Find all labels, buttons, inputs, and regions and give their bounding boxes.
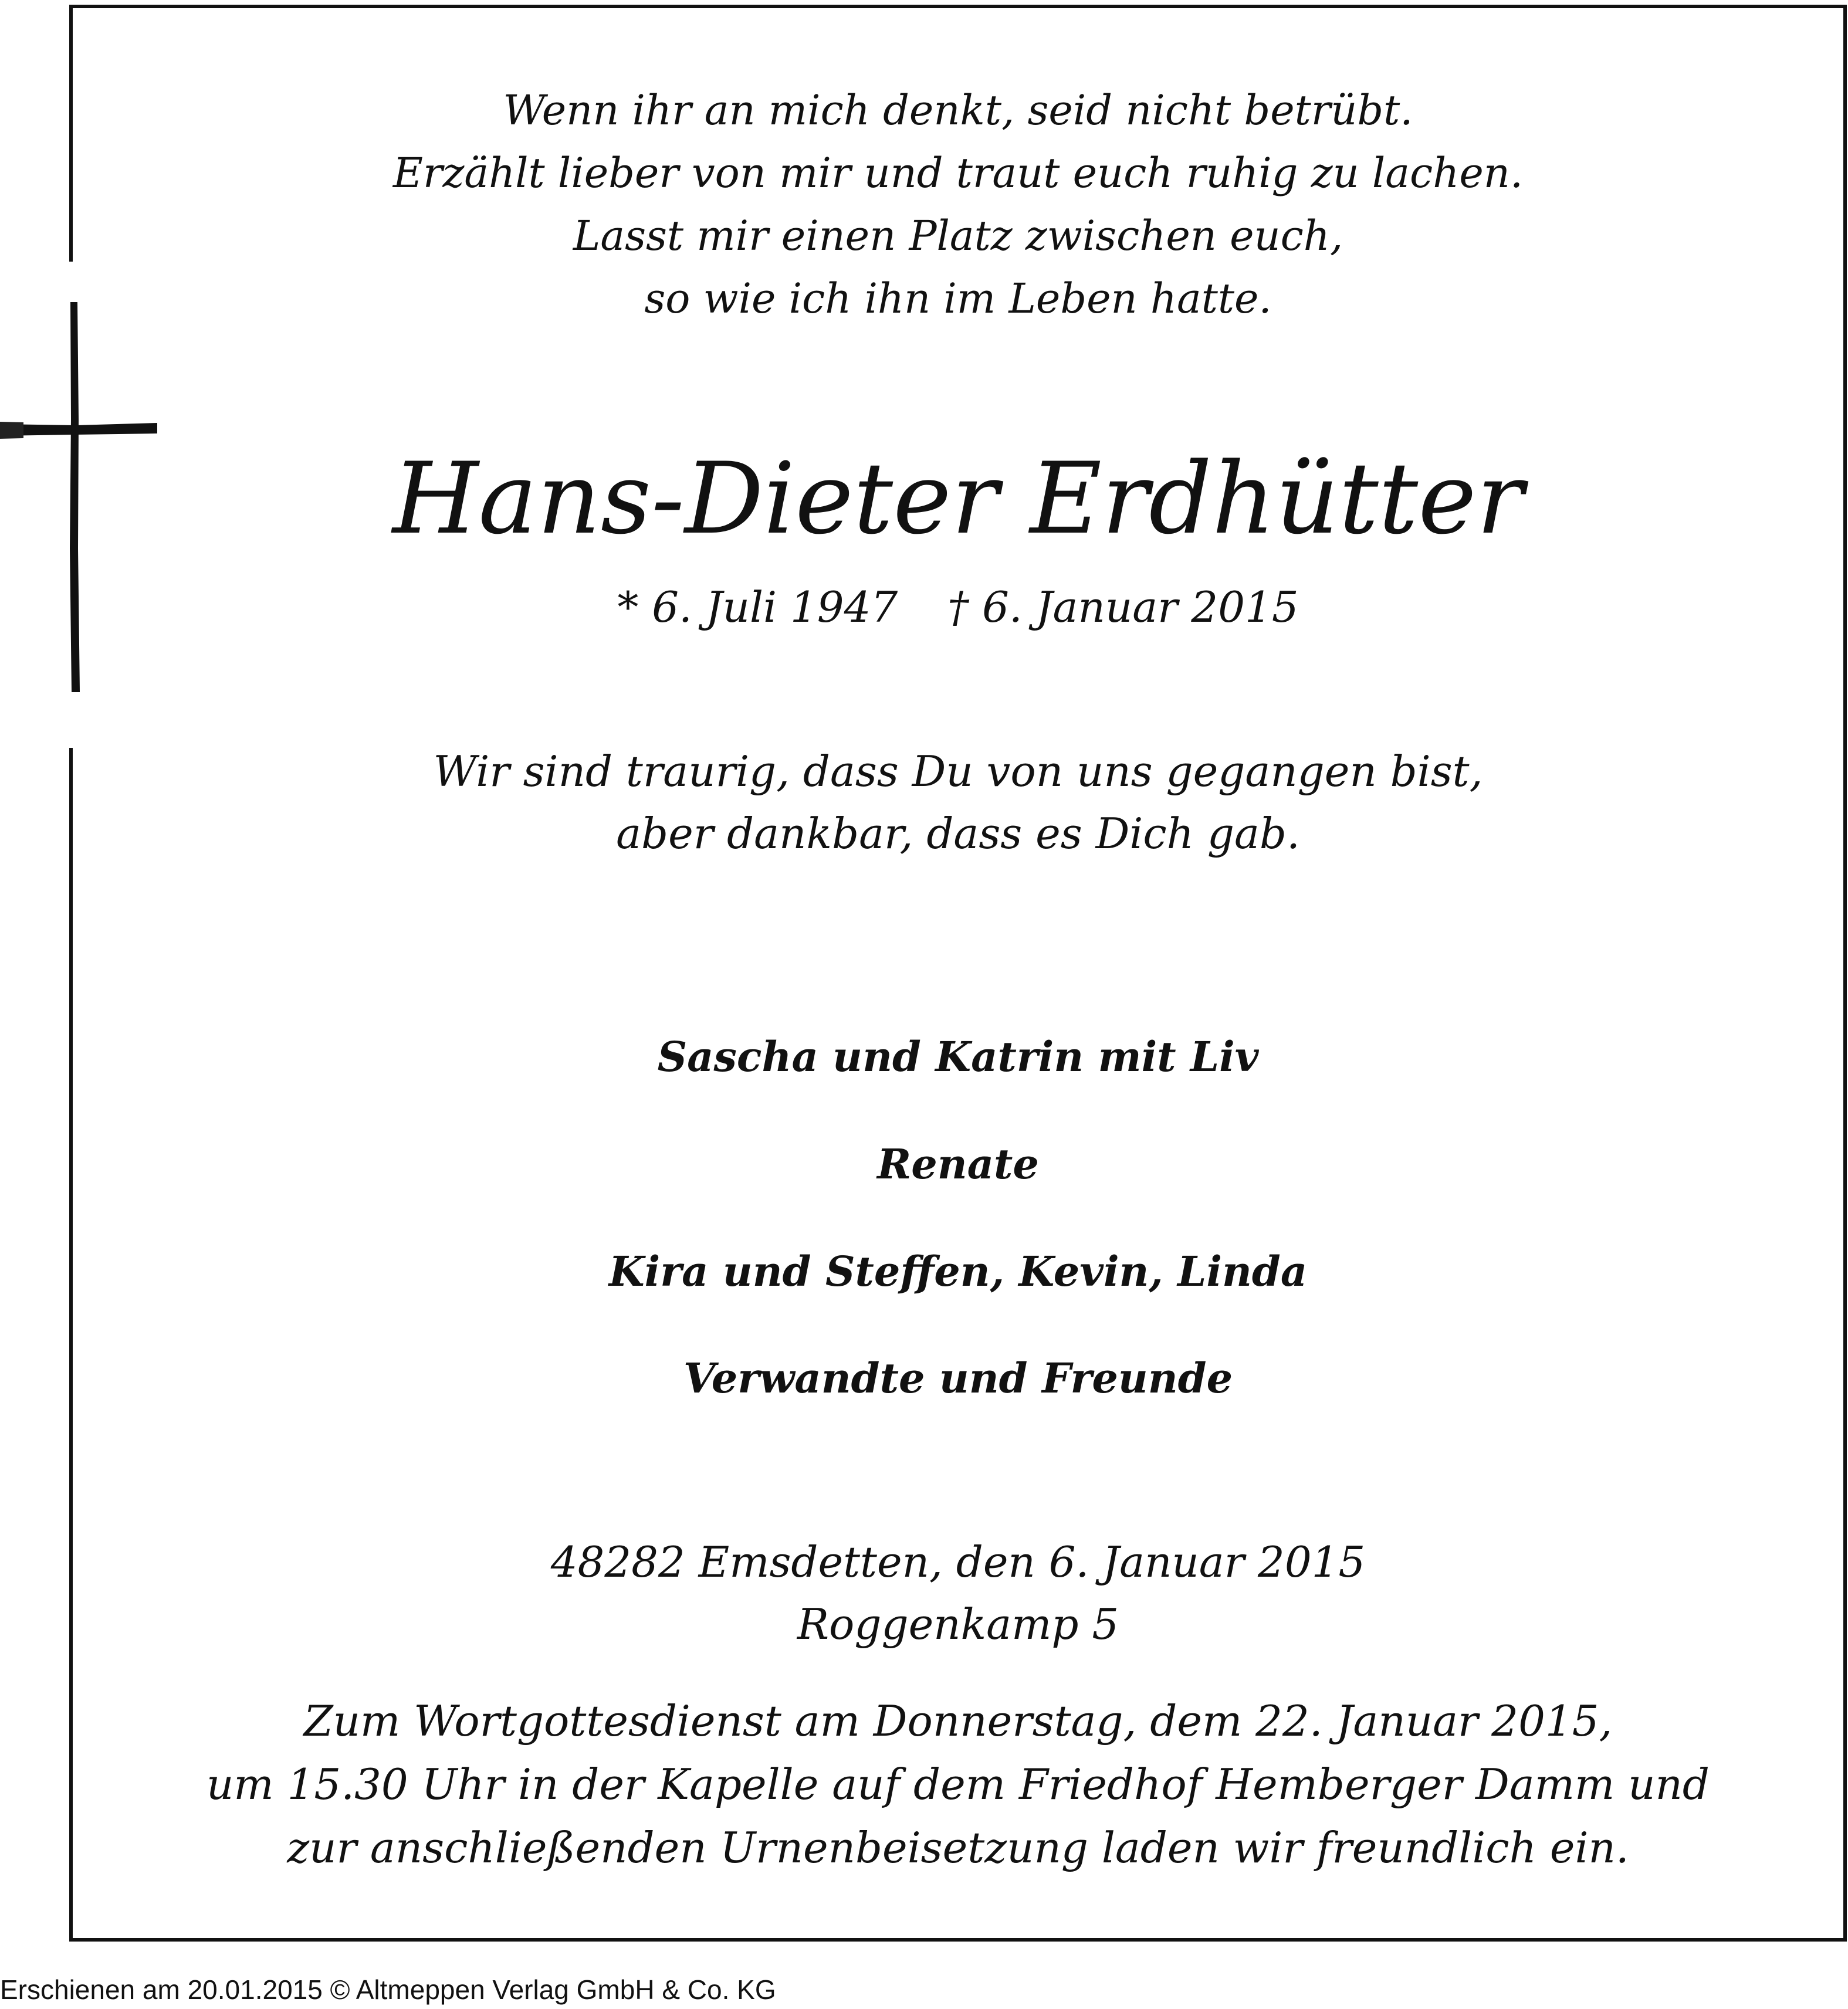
mourner-group: Sascha und Katrin mit Liv (657, 1032, 1259, 1081)
mourner-group: Verwandte und Freunde (683, 1354, 1233, 1402)
mourner-group: Kira und Steffen, Kevin, Linda (608, 1247, 1308, 1296)
mourner-group: Renate (877, 1140, 1039, 1188)
street-line: Roggenkamp 5 (797, 1600, 1119, 1649)
mourning-line: Wir sind traurig, dass Du von uns gegangen bist, (433, 747, 1483, 796)
poem-line: so wie ich ihn im Leben hatte. (644, 275, 1272, 323)
poem-line: Erzählt lieber von mir und traut euch ruhig zu lachen. (392, 149, 1524, 197)
service-line: zur anschließenden Urnenbeisetzung laden wir freundlich ein. (287, 1823, 1629, 1872)
place-date-line: 48282 Emsdetten, den 6. Januar 2015 (550, 1537, 1366, 1587)
mourning-line: aber dankbar, dass es Dich gab. (616, 809, 1300, 858)
poem-line: Wenn ihr an mich denkt, seid nicht betrübt. (503, 86, 1413, 134)
frame-border-bottom (69, 1938, 1847, 1942)
mourning-text (69, 740, 1847, 865)
service-line: um 15.30 Uhr in der Kapelle auf dem Friedhof Hemberger Damm und (207, 1760, 1710, 1809)
poem-line: Lasst mir einen Platz zwischen euch, (573, 212, 1343, 260)
service-invitation (69, 1689, 1847, 1879)
publication-credit: Erschienen am 20.01.2015 © Altmeppen Verlag GmbH & Co. KG (0, 1974, 776, 2005)
service-line: Zum Wortgottesdienst am Donnerstag, dem 22. Januar 2015, (303, 1696, 1613, 1746)
death-date: † 6. Januar 2015 (947, 582, 1299, 632)
deceased-name: Hans-Dieter Erdhütter (392, 441, 1524, 556)
frame-border-top (69, 5, 1847, 8)
address-block (69, 1531, 1847, 1655)
poem-verse (69, 79, 1847, 330)
life-dates (69, 578, 1847, 636)
birth-date: * 6. Juli 1947 (617, 582, 898, 632)
